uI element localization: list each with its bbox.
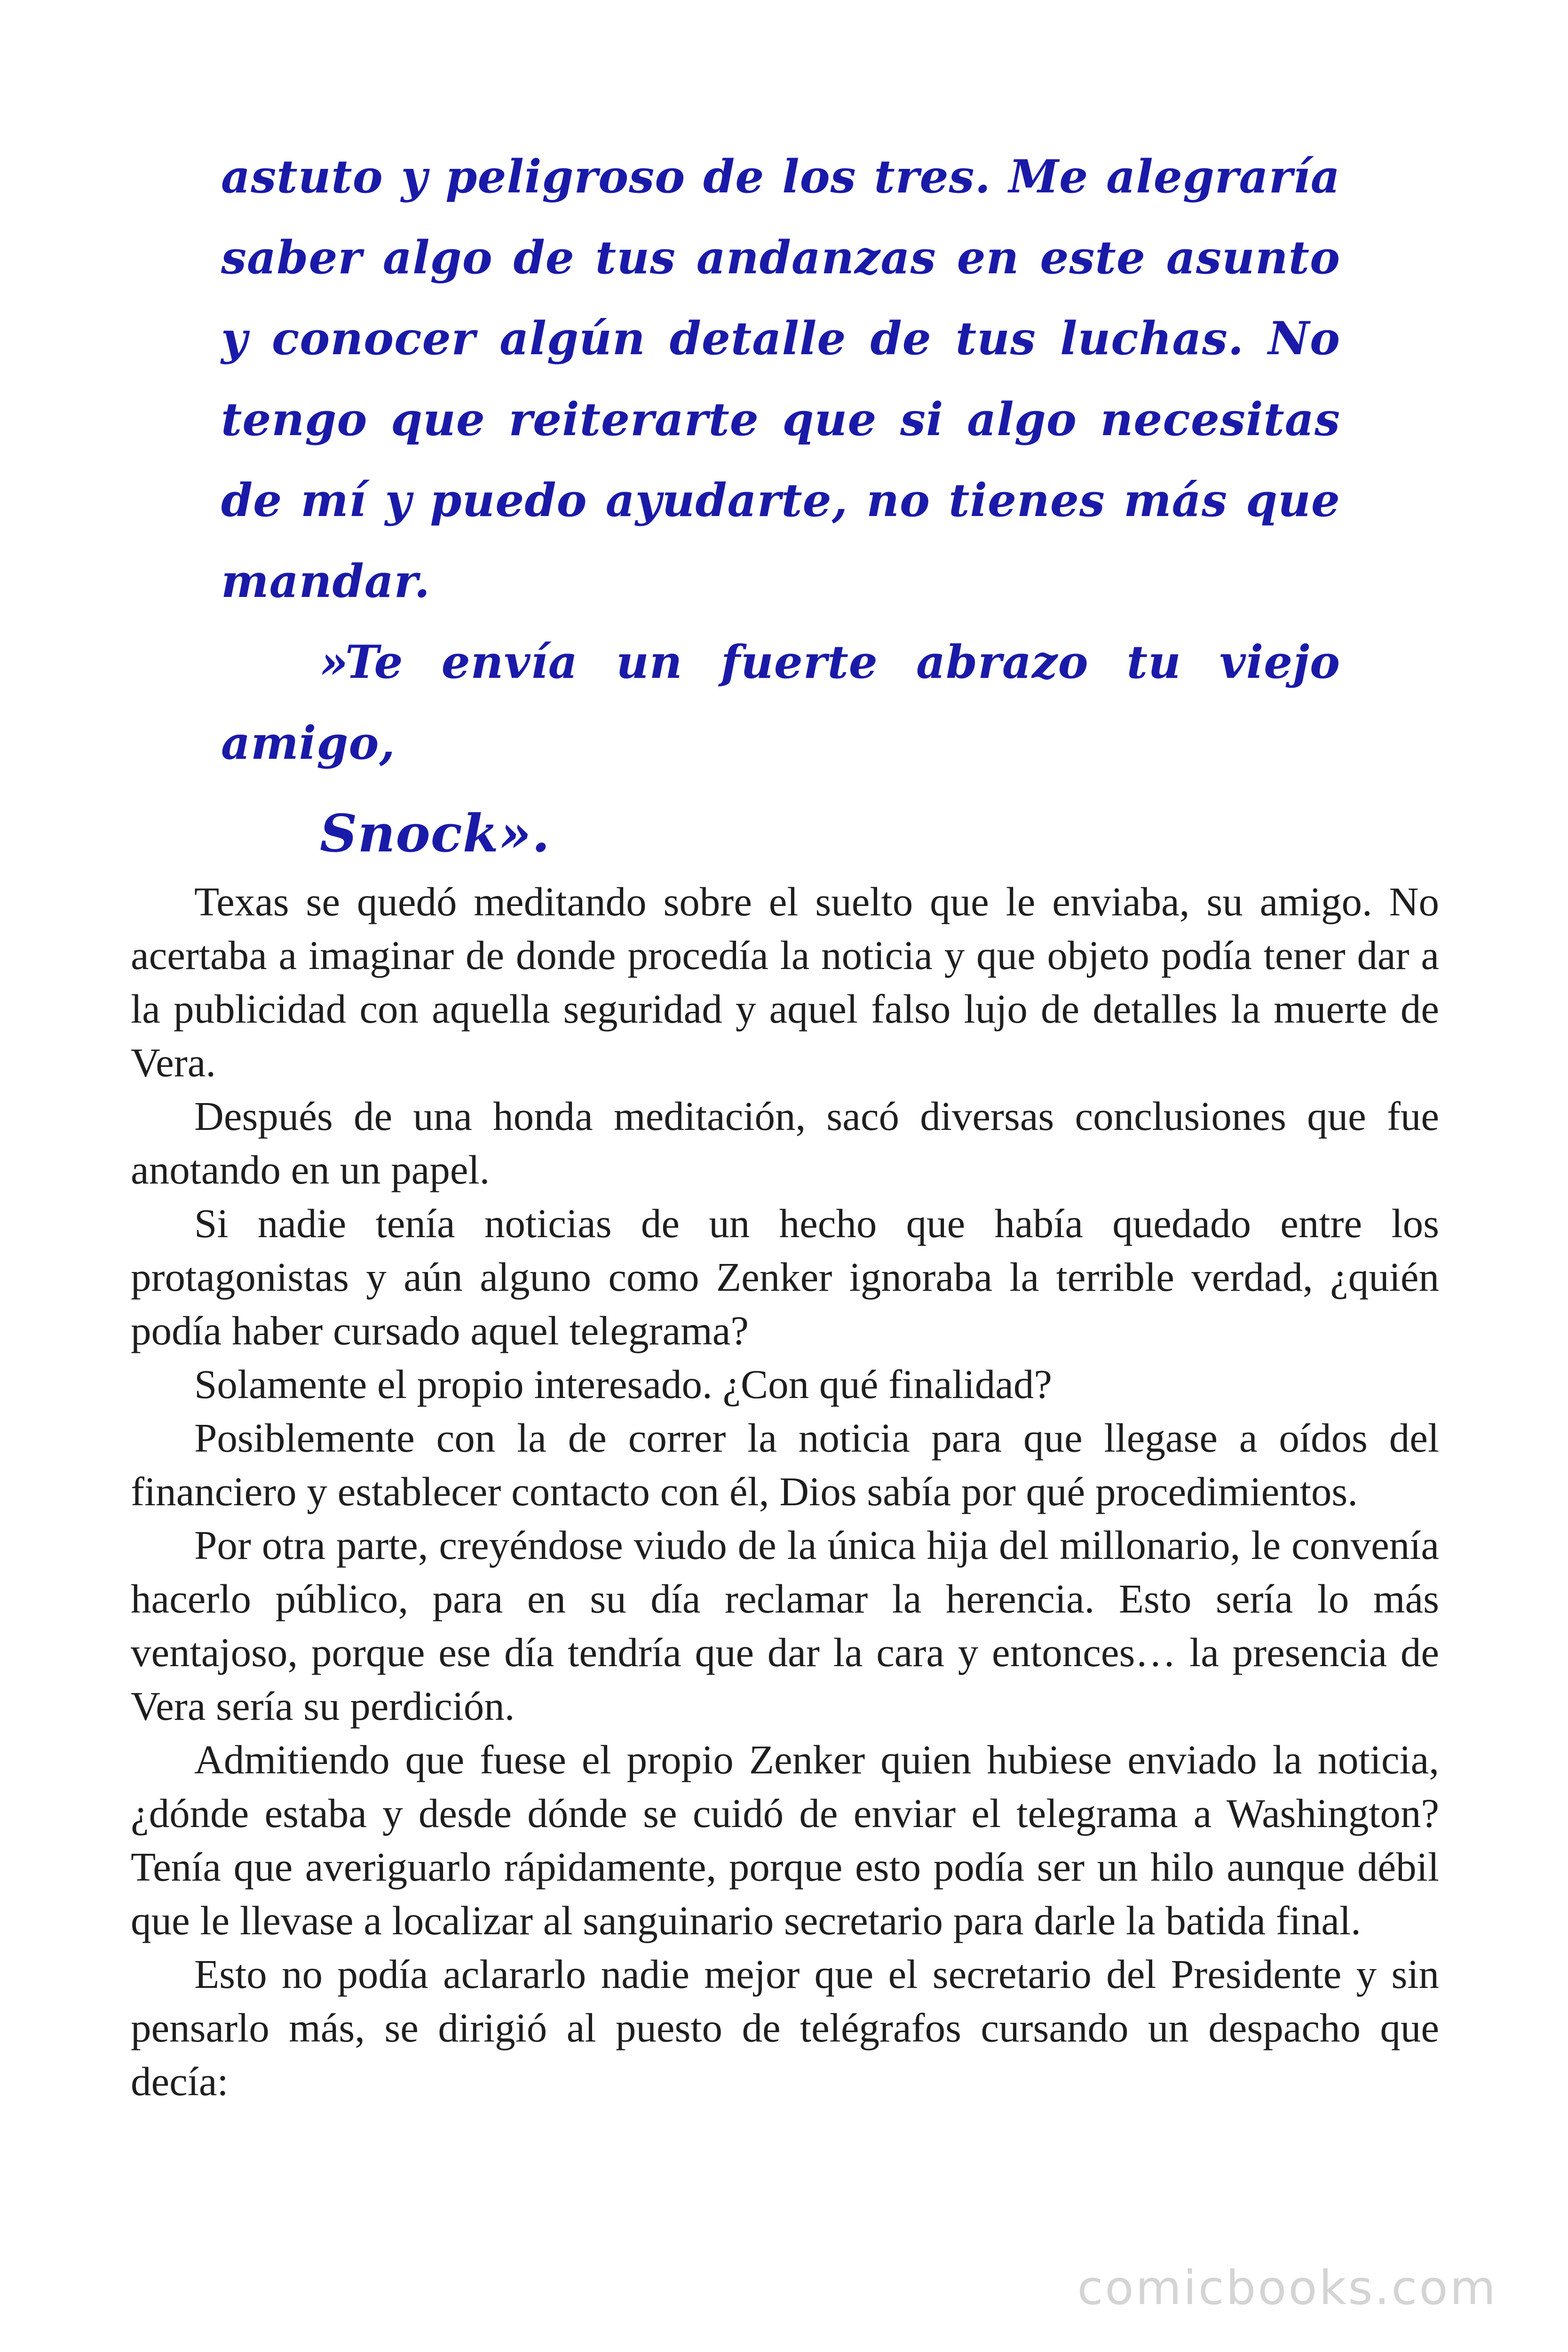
narrative-text <box>131 875 1439 2108</box>
body-paragraph: Solamente el propio interesado. ¿Con qué finalidad? <box>194 1361 1053 1407</box>
body-paragraph: Esto no podía aclararlo nadie mejor que el secretario del Presidente y sin pensarlo más, se dirigió al puesto de telégrafos cursando un despacho que decía: <box>131 1951 1439 2104</box>
body-paragraph: Posiblemente con la de correr la noticia para que llegase a oídos del financiero y establecer contacto con él, Dios sabía por qué procedimientos. <box>131 1415 1439 1514</box>
body-paragraph: Después de una honda meditación, sacó diversas conclusiones que fue anotando en un papel. <box>131 1093 1439 1192</box>
site-watermark: comicbooks.com <box>1077 2260 1497 2315</box>
body-paragraph: Admitiendo que fuese el propio Zenker quien hubiese enviado la noticia, ¿dónde estaba y desde dónde se cuidó de enviar el telegrama a Washington? Tenía que averiguarlo rápidamente, porque esto podía ser un hilo aunque débil que le llevase a localizar al sanguinario secretario para darle la batida final. <box>131 1737 1439 1943</box>
letter-signature: Snock». <box>320 803 551 864</box>
body-paragraph: Si nadie tenía noticias de un hecho que había quedado entre los protagonistas y aún alguno como Zenker ignoraba la terrible verdad, ¿quién podía haber cursado aquel telegrama? <box>131 1200 1439 1353</box>
letter-paragraph: astuto y peligroso de los tres. Me alegraría saber algo de tus andanzas en este asunto y conocer algún detalle de tus luchas. No tengo que reiterarte que si algo necesitas de mí y puedo ayudarte, no tienes más que mandar. <box>221 150 1340 608</box>
handwritten-letter <box>221 136 1340 874</box>
body-paragraph: Por otra parte, creyéndose viudo de la única hija del millonario, le convenía hacerlo público, para en su día reclamar la herencia. Esto sería lo más ventajoso, porque ese día tendría que dar la cara y entonces… la presencia de Vera sería su perdición. <box>131 1522 1439 1729</box>
body-paragraph: Texas se quedó meditando sobre el suelto que le enviaba, su amigo. No acertaba a imaginar de donde procedía la noticia y que objeto podía tener dar a la publicidad con aquella seguridad y aquel falso lujo de detalles la muerte de Vera. <box>131 879 1439 1085</box>
letter-closing: »Te envía un fuerte abrazo tu viejo amigo, <box>221 636 1340 770</box>
